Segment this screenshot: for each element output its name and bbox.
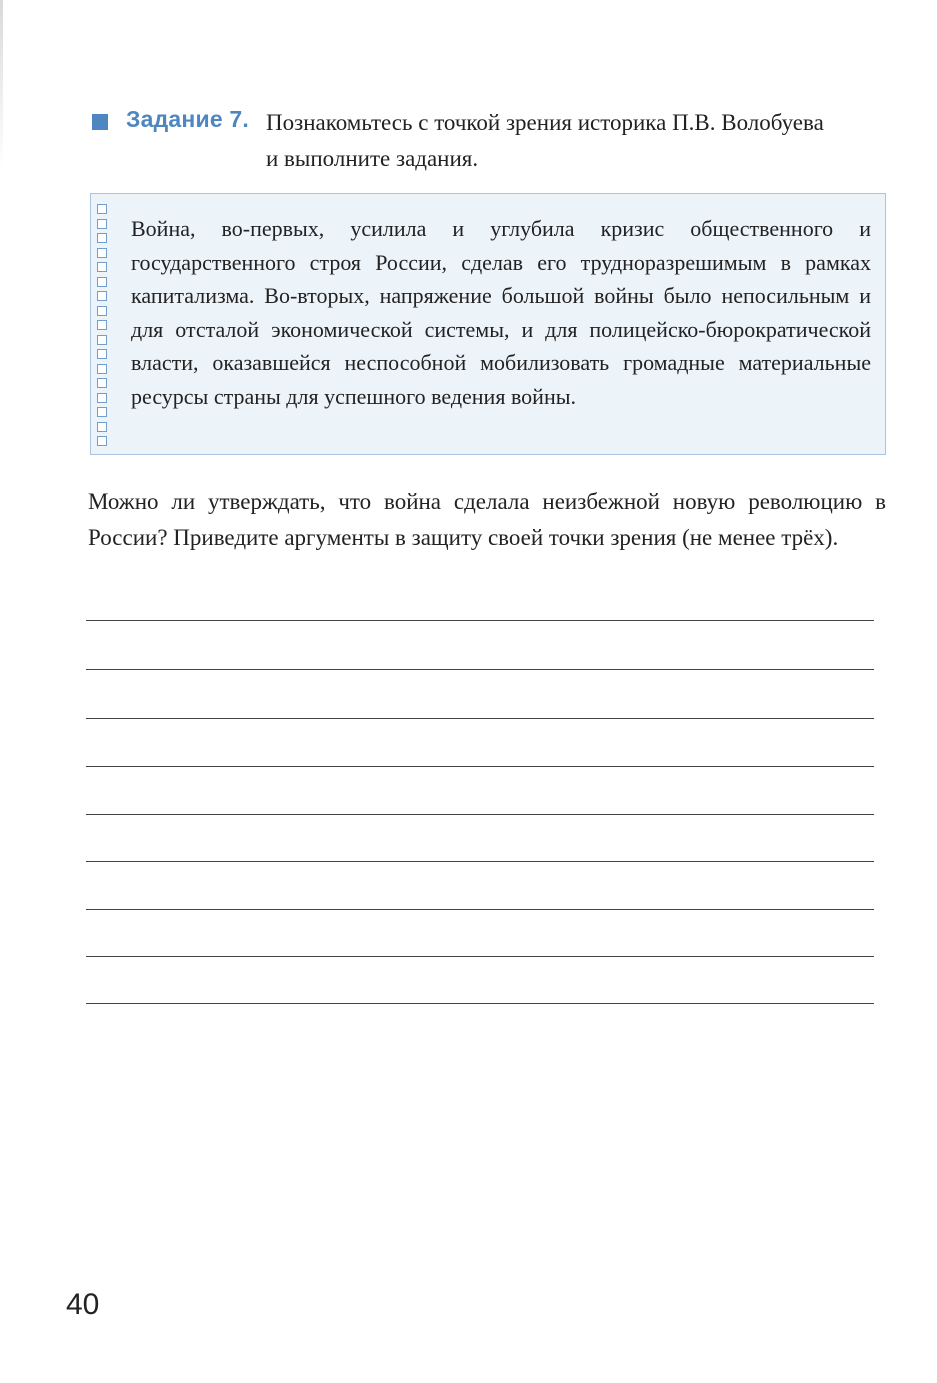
rail-square-icon (97, 248, 107, 258)
rail-square-icon (97, 364, 107, 374)
rail-square-icon (97, 233, 107, 243)
rail-square-icon (97, 306, 107, 316)
page-number: 40 (66, 1288, 100, 1321)
historian-quote-box (90, 193, 886, 455)
square-bullet-icon (92, 114, 108, 130)
quote-text: Война, во-первых, усилила и углубила кризис общественного и государственного строя России, сделав его трудноразрешимым в рамках капитализма. Во-вторых, напряжение большой войны было непосильным и для отсталой экономической системы, и для полицейско-бюрократической власти, оказавшейся неспособной мобилизовать громадные материальные ресурсы страны для успешного ведения войны. (131, 216, 871, 409)
answer-line-8[interactable] (86, 956, 874, 957)
task-label: Задание 7. (126, 106, 249, 132)
rail-square-icon (97, 393, 107, 403)
task-instruction-line-1: Познакомьтесь с точкой зрения историка П.В. Волобуева (266, 110, 824, 135)
task-instruction-line-2: и выполните задания. (266, 146, 479, 171)
decorative-square-rail (97, 204, 109, 446)
rail-square-icon (97, 204, 107, 214)
answer-line-3[interactable] (86, 718, 874, 719)
answer-line-1[interactable] (86, 620, 874, 621)
answer-line-6[interactable] (86, 861, 874, 862)
answer-line-9[interactable] (86, 1003, 874, 1004)
rail-square-icon (97, 422, 107, 432)
answer-line-7[interactable] (86, 909, 874, 910)
rail-square-icon (97, 262, 107, 272)
rail-square-icon (97, 407, 107, 417)
rail-square-icon (97, 320, 107, 330)
rail-square-icon (97, 291, 107, 301)
rail-square-icon (97, 349, 107, 359)
rail-square-icon (97, 436, 107, 446)
rail-square-icon (97, 219, 107, 229)
rail-square-icon (97, 335, 107, 345)
page-edge-shadow (0, 0, 3, 170)
answer-line-4[interactable] (86, 766, 874, 767)
question-text: Можно ли утверждать, что война сделала неизбежной новую революцию в России? Приведите аргументы в защиту своей точки зрения (не менее трёх). (88, 489, 886, 550)
answer-line-2[interactable] (86, 669, 874, 670)
rail-square-icon (97, 378, 107, 388)
answer-line-5[interactable] (86, 814, 874, 815)
rail-square-icon (97, 277, 107, 287)
